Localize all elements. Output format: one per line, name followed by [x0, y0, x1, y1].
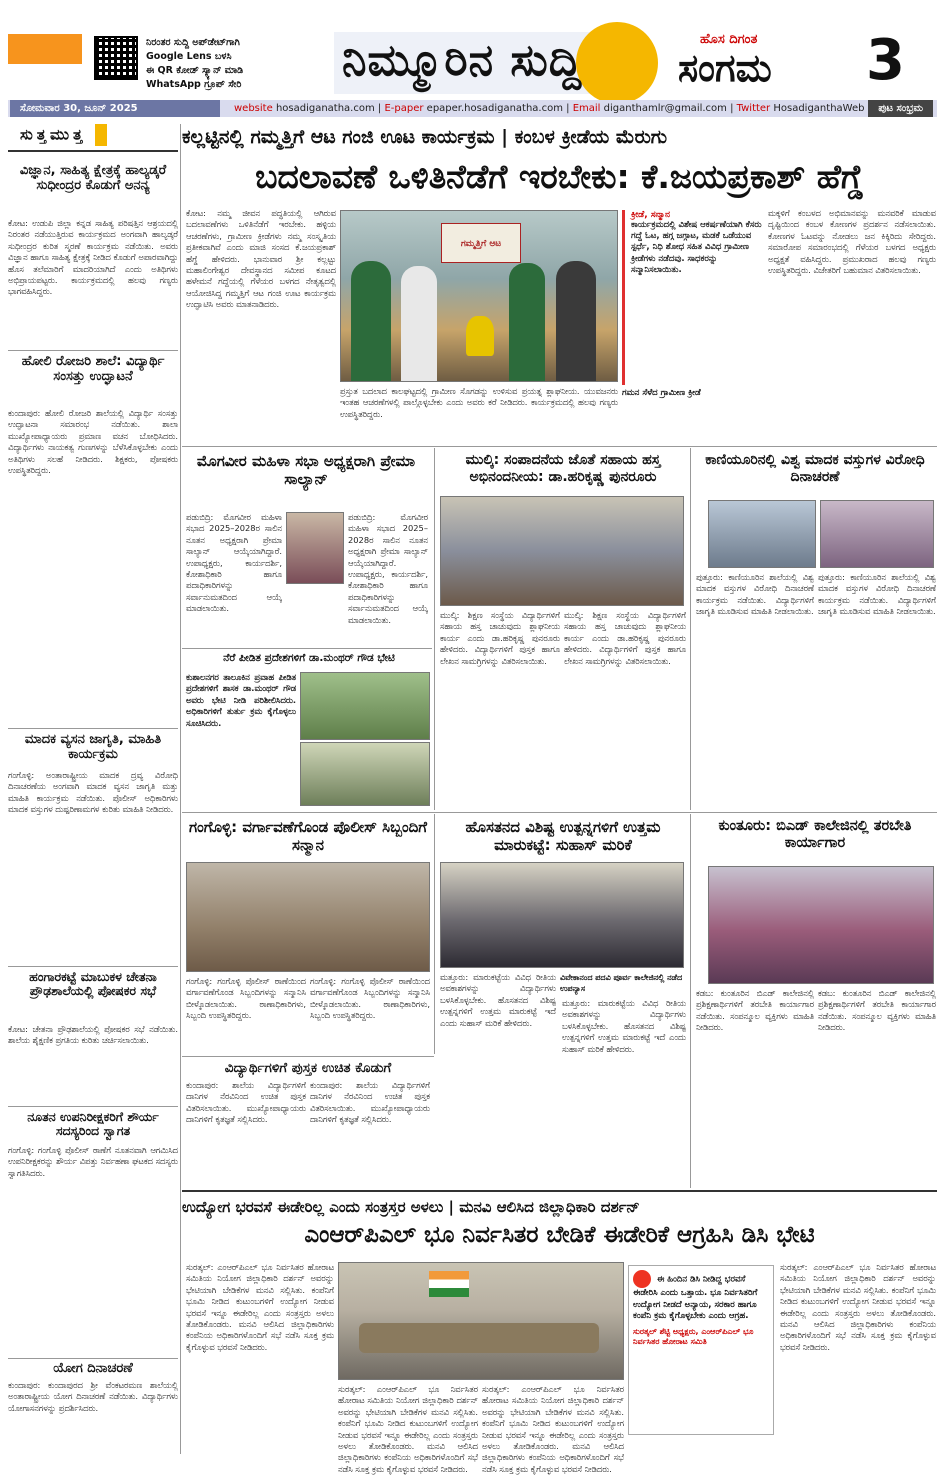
- divider: [182, 812, 937, 813]
- sun-logo-icon: [576, 22, 658, 104]
- qr-instructions: ನಿರಂತರ ಸುದ್ದಿ ಅಪ್‌ಡೇಟ್‌ಗಾಗಿ Google Lens ಬಳಸಿ ಈ QR ಕೋಡ್ ಸ್ಕ್ಯಾನ್ ಮಾಡಿ WhatsApp ಗ್ರೂಪ್ ಸೇರಿ: [146, 37, 244, 90]
- caption-block: ಗಮನ ಸೆಳೆದ ಗ್ರಾಮೀಣ ಕ್ರೀಡೆ: [622, 388, 762, 443]
- info-strip: [8, 100, 937, 117]
- story-body: ಗಂಗೊಳ್ಳಿ: ಅಂತಾರಾಷ್ಟ್ರೀಯ ಮಾದಕ ದ್ರವ್ಯ ವಿರೋಧಿ ದಿನಾಚರಣೆಯ ಅಂಗವಾಗಿ ಮಾದಕ ವ್ಯಸನ ಜಾಗೃತಿ ಮತ್ತು ಮಾಹಿತಿ ಕಾರ್ಯಕ್ರಮ ನಡೆಯಿತು. ಪೊಲೀಸ್ ಅಧಿಕಾರಿಗಳು ಮಾದಕ ವಸ್ತುಗಳ ದುಷ್ಪರಿಣಾಮಗಳ ಕುರಿತು ಮಾಹಿತಿ ನೀಡಿದರು.: [8, 770, 178, 815]
- divider: [182, 1190, 937, 1192]
- lamp-icon: [466, 316, 494, 356]
- sidebar-box: [622, 210, 762, 385]
- website-link[interactable]: hosadiganatha.com: [275, 103, 375, 114]
- divider: [8, 966, 178, 967]
- story-photo[interactable]: [300, 742, 430, 806]
- story-body-continued: ಕಡಬ: ಕುಂತೂರಿನ ಬಿಎಡ್ ಕಾಲೇಜಿನಲ್ಲಿ ಪ್ರಶಿಕ್ಷಣಾರ್ಥಿಗಳಿಗೆ ತರಬೇತಿ ಕಾರ್ಯಾಗಾರ ನಡೆಯಿತು. ಸಂಪನ್ಮೂಲ ವ್ಯಕ್ತಿಗಳು ಮಾಹಿತಿ ನೀಡಿದರು.: [818, 988, 936, 1033]
- bottom-body-right: ಸುರತ್ಕಲ್: ಎಂಆರ್‌ಪಿಎಲ್ ಭೂ ನಿರ್ವಸಿತರ ಹೋರಾಟ ಸಮಿತಿಯ ನಿಯೋಗ ಜಿಲ್ಲಾಧಿಕಾರಿ ದರ್ಶನ್ ಅವರನ್ನು ಭೇಟಿಯಾಗಿ ಬೇಡಿಕೆಗಳ ಮನವಿ ಸಲ್ಲಿಸಿತು. ಕಂಪೆನಿಗೆ ಭೂಮಿ ನೀಡಿದ ಕುಟುಂಬಗಳಿಗೆ ಉದ್ಯೋಗ ನೀಡುವ ಭರವಸೆ ಇನ್ನೂ ಈಡೇರಿಲ್ಲ ಎಂದು ಸಂತ್ರಸ್ತರು ಅಳಲು ತೋಡಿಕೊಂಡರು. ಮನವಿ ಆಲಿಸಿದ ಜಿಲ್ಲಾಧಿಕಾರಿಗಳು ಕಂಪೆನಿಯ ಅಧಿಕಾರಿಗಳೊಂದಿಗೆ ಸಭೆ ನಡೆಸಿ ಸೂಕ್ತ ಕ್ರಮ ಕೈಗೊಳ್ಳುವ ಭರವಸೆ ನೀಡಿದರು.: [780, 1262, 936, 1352]
- email-link[interactable]: diganthamlr@gmail.com: [603, 103, 727, 114]
- contact-links: website hosadiganatha.com | E-paper epaper.hosadiganatha.com | Email diganthamlr@gmail.com | Twitter HosadiganthaWeb: [234, 103, 865, 114]
- story-body-continued: ಮುಲ್ಕಿ: ಶಿಕ್ಷಣ ಸಂಸ್ಥೆಯ ವಿದ್ಯಾರ್ಥಿಗಳಿಗೆ ಸಹಾಯ ಹಸ್ತ ಚಾಚುವುದು ಶ್ಲಾಘನೀಯ ಕಾರ್ಯ ಎಂದು ಡಾ.ಹರಿಕೃಷ್ಣ ಪುನರೂರು ಹೇಳಿದರು. ವಿದ್ಯಾರ್ಥಿಗಳಿಗೆ ಪುಸ್ತಕ ಹಾಗೂ ಲೇಖನ ಸಾಮಗ್ರಿಗಳನ್ನು ವಿತರಿಸಲಾಯಿತು.: [564, 610, 686, 666]
- story-body: ಗಂಗೊಳ್ಳಿ: ಗಂಗೊಳ್ಳಿ ಪೊಲೀಸ್ ಠಾಣೆಗೆ ನೂತನವಾಗಿ ಆಗಮಿಸಿದ ಉಪನಿರೀಕ್ಷಕರನ್ನು ಶೌರ್ಯ ವಿಪತ್ತು ನಿರ್ವಹಣಾ ಘಟಕದ ಸದಸ್ಯರು ಸ್ವಾಗತಿಸಿದರು.: [8, 1145, 178, 1178]
- story-headline[interactable]: ಗಂಗೊಳ್ಳಿ: ವರ್ಗಾವಣೆಗೊಂಡ ಪೊಲೀಸ್ ಸಿಬ್ಬಂದಿಗೆ ಸನ್ಮಾನ: [188, 818, 427, 854]
- story-body-continued: ಗಂಗೊಳ್ಳಿ: ಗಂಗೊಳ್ಳಿ ಪೊಲೀಸ್ ಠಾಣೆಯಿಂದ ವರ್ಗಾವಣೆಗೊಂಡ ಸಿಬ್ಬಂದಿಗಳನ್ನು ಸನ್ಮಾನಿಸಿ ಬೀಳ್ಕೊಡಲಾಯಿತು. ಠಾಣಾಧಿಕಾರಿಗಳು, ಸಿಬ್ಬಂದಿ ಉಪಸ್ಥಿತರಿದ್ದರು.: [310, 976, 430, 1021]
- story-body: ಮುಲ್ಕಿ: ಶಿಕ್ಷಣ ಸಂಸ್ಥೆಯ ವಿದ್ಯಾರ್ಥಿಗಳಿಗೆ ಸಹಾಯ ಹಸ್ತ ಚಾಚುವುದು ಶ್ಲಾಘನೀಯ ಕಾರ್ಯ ಎಂದು ಡಾ.ಹರಿಕೃಷ್ಣ ಪುನರೂರು ಹೇಳಿದರು. ವಿದ್ಯಾರ್ಥಿಗಳಿಗೆ ಪುಸ್ತಕ ಹಾಗೂ ಲೇಖನ ಸಾಮಗ್ರಿಗಳನ್ನು ವಿತರಿಸಲಾಯಿತು.: [440, 610, 560, 666]
- brand-logo-icon: [633, 1270, 651, 1288]
- story-body: ಪಡುಬಿದ್ರಿ: ಮೊಗವೀರ ಮಹಿಳಾ ಸಭಾದ 2025–2028ರ ಸಾಲಿನ ನೂತನ ಅಧ್ಯಕ್ಷರಾಗಿ ಪ್ರೇಮಾ ಸಾಲ್ಯಾನ್ ಆಯ್ಕೆಯಾಗಿದ್ದಾರೆ. ಉಪಾಧ್ಯಕ್ಷರು, ಕಾರ್ಯದರ್ಶಿ, ಕೋಶಾಧಿಕಾರಿ ಹಾಗೂ ಪದಾಧಿಕಾರಿಗಳನ್ನು ಸರ್ವಾನುಮತದಿಂದ ಆಯ್ಕೆ ಮಾಡಲಾಯಿತು.: [186, 512, 282, 614]
- story-headline[interactable]: ಕಾಣಿಯೂರಿನಲ್ಲಿ ವಿಶ್ವ ಮಾದಕ ವಸ್ತುಗಳ ವಿರೋಧಿ ದಿನಾಚರಣೆ: [705, 452, 925, 485]
- story-headline[interactable]: ಕುಂತೂರು: ಬಿಎಡ್ ಕಾಲೇಜಿನಲ್ಲಿ ತರಬೇತಿ ಕಾರ್ಯಾಗಾರ: [718, 818, 912, 852]
- story-body: ಮತ್ತೂರು: ಮಾರುಕಟ್ಟೆಯ ವಿವಿಧ ರೀತಿಯ ಅವಕಾಶಗಳನ್ನು ವಿದ್ಯಾರ್ಥಿಗಳು ಬಳಸಿಕೊಳ್ಳಬೇಕು. ಹೊಸತನದ ವಿಶಿಷ್ಟ ಉತ್ಪನ್ನಗಳಿಗೆ ಉತ್ತಮ ಮಾರುಕಟ್ಟೆ ಇದೆ ಎಂದು ಸುಹಾಸ್ ಮರಿಕೆ ಹೇಳಿದರು.: [440, 972, 556, 1028]
- divider: [8, 728, 178, 729]
- lead-body-continued: ಪ್ರಸ್ತುತ ಬದಲಾದ ಕಾಲಘಟ್ಟದಲ್ಲಿ ಗ್ರಾಮೀಣ ಸೊಗಡನ್ನು ಉಳಿಸುವ ಪ್ರಯತ್ನ ಶ್ಲಾಘನೀಯ. ಯುವಜನರು ಇಂತಹ ಆಚರಣೆಗಳಲ್ಲಿ ಪಾಲ್ಗೊಳ್ಳಬೇಕು ಎಂದು ಅವರು ಕರೆ ನೀಡಿದರು. ಕಾರ್ಯಕ್ರಮದಲ್ಲಿ ಹಲವು ಗಣ್ಯರು ಉಪಸ್ಥಿತರಿದ್ದರು.: [340, 386, 618, 419]
- qr-code-icon[interactable]: [94, 36, 138, 80]
- sidebar-text: ಕಾರ್ಯಕ್ರಮದಲ್ಲಿ ವಿಶೇಷ ಆಕರ್ಷಣೆಯಾಗಿ ಕೆಸರು ಗದ್ದೆ ಓಟ, ಹಗ್ಗ ಜಗ್ಗಾಟ, ಮಡಕೆ ಒಡೆಯುವ ಸ್ಪರ್ಧೆ, ನಿಧಿ ಶೋಧ ಸಹಿತ ವಿವಿಧ ಗ್ರಾಮೀಣ ಕ್ರೀಡೆಗಳು ನಡೆದವು. ಸಾಧಕರನ್ನು ಸನ್ಮಾನಿಸಲಾಯಿತು.: [631, 220, 762, 275]
- story-headline[interactable]: ಯೋಗ ದಿನಾಚರಣೆ: [53, 1361, 133, 1376]
- column-rule: [434, 814, 435, 1054]
- story-body-continued: ಕುಂದಾಪುರ: ಶಾಲೆಯ ವಿದ್ಯಾರ್ಥಿಗಳಿಗೆ ದಾನಿಗಳ ನೆರವಿನಿಂದ ಉಚಿತ ಪುಸ್ತಕ ವಿತರಿಸಲಾಯಿತು. ಮುಖ್ಯೋಪಾಧ್ಯಾಯರು ದಾನಿಗಳಿಗೆ ಕೃತಜ್ಞತೆ ಸಲ್ಲಿಸಿದರು.: [310, 1080, 430, 1125]
- bottom-body: ಸುರತ್ಕಲ್: ಎಂಆರ್‌ಪಿಎಲ್ ಭೂ ನಿರ್ವಸಿತರ ಹೋರಾಟ ಸಮಿತಿಯ ನಿಯೋಗ ಜಿಲ್ಲಾಧಿಕಾರಿ ದರ್ಶನ್ ಅವರನ್ನು ಭೇಟಿಯಾಗಿ ಬೇಡಿಕೆಗಳ ಮನವಿ ಸಲ್ಲಿಸಿತು. ಕಂಪೆನಿಗೆ ಭೂಮಿ ನೀಡಿದ ಕುಟುಂಬಗಳಿಗೆ ಉದ್ಯೋಗ ನೀಡುವ ಭರವಸೆ ಇನ್ನೂ ಈಡೇರಿಲ್ಲ ಎಂದು ಸಂತ್ರಸ್ತರು ಅಳಲು ತೋಡಿಕೊಂಡರು. ಮನವಿ ಆಲಿಸಿದ ಜಿಲ್ಲಾಧಿಕಾರಿಗಳು ಕಂಪೆನಿಯ ಅಧಿಕಾರಿಗಳೊಂದಿಗೆ ಸಭೆ ನಡೆಸಿ ಸೂಕ್ತ ಕ್ರಮ ಕೈಗೊಳ್ಳುವ ಭರವಸೆ ನೀಡಿದರು.: [186, 1262, 334, 1352]
- story-headline[interactable]: ಮಾದಕ ವ್ಯಸನ ಜಾಗೃತಿ, ಮಾಹಿತಿ ಕಾರ್ಯಕ್ರಮ: [24, 732, 162, 762]
- bottom-headline[interactable]: ಎಂಆರ್‌ಪಿಎಲ್ ಭೂ ನಿರ್ವಸಿತರ ಬೇಡಿಕೆ ಈಡೇರಿಕೆ ಆಗ್ರಹಿಸಿ ಡಿಸಿ ಭೇಟಿ: [304, 1222, 815, 1248]
- epaper-link[interactable]: epaper.hosadiganatha.com: [426, 103, 563, 114]
- divider: [8, 1106, 178, 1107]
- story-body-continued: ಮತ್ತೂರು: ಮಾರುಕಟ್ಟೆಯ ವಿವಿಧ ರೀತಿಯ ಅವಕಾಶಗಳನ್ನು ವಿದ್ಯಾರ್ಥಿಗಳು ಬಳಸಿಕೊಳ್ಳಬೇಕು. ಹೊಸತನದ ವಿಶಿಷ್ಟ ಉತ್ಪನ್ನಗಳಿಗೆ ಉತ್ತಮ ಮಾರುಕಟ್ಟೆ ಇದೆ ಎಂದು ಸುಹಾಸ್ ಮರಿಕೆ ಹೇಳಿದರು.: [562, 998, 686, 1054]
- feature-label: ಪುಟ ಸಂಭ್ರಮ: [868, 100, 933, 117]
- highlight-box: [628, 1265, 774, 1435]
- column-icon: [95, 124, 107, 146]
- page-title: ನಿಮ್ಮೂರಿನ ಸುದ್ದಿ: [342, 35, 583, 86]
- lead-body: ಕೋಟ: ನಮ್ಮ ಜೀವನ ಪದ್ಧತಿಯಲ್ಲಿ ಆಗಿರುವ ಬದಲಾವಣೆಗಳು ಒಳಿತಿನೆಡೆಗೆ ಇರಬೇಕು. ಹಳ್ಳಿಯ ಆಚರಣೆಗಳು, ಗ್ರಾಮೀಣ ಕ್ರೀಡೆಗಳು ನಮ್ಮ ಸಂಸ್ಕೃತಿಯ ಪ್ರತೀಕವಾಗಿವೆ ಎಂದು ಮಾಜಿ ಸಂಸದ ಕೆ.ಜಯಪ್ರಕಾಶ್ ಹೆಗ್ಡೆ ಹೇಳಿದರು. ಭಾನುವಾರ ಶ್ರೀ ಕಲ್ಲಟ್ಟು ಮಹಾಲಿಂಗೇಶ್ವರ ದೇವಸ್ಥಾನದ ಸಮೀಪ ಕೂಟದ ಹಳೇಮನೆ ಗದ್ದೆಯಲ್ಲಿ ಗೆಳೆಯರ ಬಳಗದ ನೇತೃತ್ವದಲ್ಲಿ ಆಯೋಜಿಸಿದ್ದ ಗಮ್ಮತ್ತಿಗೆ ಆಟ ಗಂಜಿ ಊಟ ಕಾರ್ಯಕ್ರಮ ಉದ್ಘಾಟಿಸಿ ಅವರು ಮಾತನಾಡಿದರು.: [186, 208, 336, 310]
- story-headline[interactable]: ಮೊಗವೀರ ಮಹಿಳಾ ಸಭಾ ಅಧ್ಯಕ್ಷರಾಗಿ ಪ್ರೇಮಾ ಸಾಲ್ಯಾನ್: [196, 452, 416, 488]
- highlight-text: ಈ ಹಿಂದಿನ ಡಿಸಿ ನೀಡಿದ್ದ ಭರವಸೆ ಈಡೇರಿಸಿ ಎಂದು ಒತ್ತಾಯ. ಭೂ ನಿರ್ವಸಿತರಿಗೆ ಉದ್ಯೋಗ ನೀಡದೆ ಅನ್ಯಾಯ, ಸರಕಾರ ಹಾಗೂ ಕಂಪೆನಿ ಕ್ರಮ ಕೈಗೊಳ್ಳಬೇಕು ಎಂದು ಆಗ್ರಹ.: [633, 1274, 758, 1321]
- divider: [182, 1056, 434, 1057]
- column-title: ಸುತ್ತಮುತ್ತ: [8, 124, 178, 152]
- highlight-credit: ಸುರತ್ಕಲ್ ಶೆಟ್ಟಿ ಅಧ್ಯಕ್ಷರು, ಎಂಆರ್‌ಪಿಎಲ್ ಭೂ ನಿರ್ವಸಿತರ ಹೋರಾಟ ಸಮಿತಿ: [633, 1326, 754, 1346]
- story-photo[interactable]: [708, 500, 816, 568]
- divider: [8, 1358, 178, 1359]
- story-body: ಕುಶಾಲನಗರ ತಾಲೂಕಿನ ಪ್ರವಾಹ ಪೀಡಿತ ಪ್ರದೇಶಗಳಿಗೆ ಶಾಸಕ ಡಾ.ಮಂಥರ್ ಗೌಡ ಅವರು ಭೇಟಿ ನೀಡಿ ಪರಿಶೀಲಿಸಿದರು. ಅಧಿಕಾರಿಗಳಿಗೆ ತುರ್ತು ಕ್ರಮ ಕೈಗೊಳ್ಳಲು ಸೂಚಿಸಿದರು.: [186, 672, 296, 728]
- lead-headline[interactable]: ಬದಲಾವಣೆ ಒಳಿತಿನೆಡೆಗೆ ಇರಬೇಕು: ಕೆ.ಜಯಪ್ರಕಾಶ್ ಹೆಗ್ಡೆ: [255, 157, 864, 196]
- divider: [182, 446, 937, 447]
- divider: [182, 648, 432, 649]
- story-body: ಗಂಗೊಳ್ಳಿ: ಗಂಗೊಳ್ಳಿ ಪೊಲೀಸ್ ಠಾಣೆಯಿಂದ ವರ್ಗಾವಣೆಗೊಂಡ ಸಿಬ್ಬಂದಿಗಳನ್ನು ಸನ್ಮಾನಿಸಿ ಬೀಳ್ಕೊಡಲಾಯಿತು. ಠಾಣಾಧಿಕಾರಿಗಳು, ಸಿಬ್ಬಂದಿ ಉಪಸ್ಥಿತರಿದ್ದರು.: [186, 976, 306, 1021]
- story-body: ಪುತ್ತೂರು: ಕಾಣಿಯೂರಿನ ಶಾಲೆಯಲ್ಲಿ ವಿಶ್ವ ಮಾದಕ ವಸ್ತುಗಳ ವಿರೋಧಿ ದಿನಾಚರಣೆ ಕಾರ್ಯಕ್ರಮ ನಡೆಯಿತು. ವಿದ್ಯಾರ್ಥಿಗಳಿಗೆ ಜಾಗೃತಿ ಮೂಡಿಸುವ ಮಾಹಿತಿ ನೀಡಲಾಯಿತು.: [696, 572, 814, 617]
- lead-photo[interactable]: [340, 210, 618, 382]
- story-photo[interactable]: [300, 672, 430, 740]
- photo-caption: ವಿವೇಕಾನಂದ ಪದವಿ ಪೂರ್ವ ಕಾಲೇಜಿನಲ್ಲಿ ನಡೆದ ಉಪನ್ಯಾಸ: [560, 973, 683, 993]
- sidebar-tag: ಕ್ರೀಡೆ, ಸನ್ಮಾನ: [631, 210, 671, 220]
- bottom-body-continued: ಸುರತ್ಕಲ್: ಎಂಆರ್‌ಪಿಎಲ್ ಭೂ ನಿರ್ವಸಿತರ ಹೋರಾಟ ಸಮಿತಿಯ ನಿಯೋಗ ಜಿಲ್ಲಾಧಿಕಾರಿ ದರ್ಶನ್ ಅವರನ್ನು ಭೇಟಿಯಾಗಿ ಬೇಡಿಕೆಗಳ ಮನವಿ ಸಲ್ಲಿಸಿತು. ಕಂಪೆನಿಗೆ ಭೂಮಿ ನೀಡಿದ ಕುಟುಂಬಗಳಿಗೆ ಉದ್ಯೋಗ ನೀಡುವ ಭರವಸೆ ಇನ್ನೂ ಈಡೇರಿಲ್ಲ ಎಂದು ಸಂತ್ರಸ್ತರು ಅಳಲು ತೋಡಿಕೊಂಡರು. ಮನವಿ ಆಲಿಸಿದ ಜಿಲ್ಲಾಧಿಕಾರಿಗಳು ಕಂಪೆನಿಯ ಅಧಿಕಾರಿಗಳೊಂದಿಗೆ ಸಭೆ ನಡೆಸಿ ಸೂಕ್ತ ಕ್ರಮ ಕೈಗೊಳ್ಳುವ ಭರವಸೆ ನೀಡಿದರು.: [338, 1384, 478, 1474]
- story-headline[interactable]: ವಿದ್ಯಾರ್ಥಿಗಳಿಗೆ ಪುಸ್ತಕ ಉಚಿತ ಕೊಡುಗೆ: [224, 1060, 392, 1076]
- newspaper-title-box: [334, 32, 638, 94]
- story-headline[interactable]: ವಿಜ್ಞಾನ, ಸಾಹಿತ್ಯ ಕ್ಷೇತ್ರಕ್ಕೆ ಹಾಲ್ಯಡ್ಕರೆ ಸುಧೀಂದ್ರರ ಕೊಡುಗೆ ಅನನ್ಯ: [19, 163, 167, 193]
- story-headline[interactable]: ಹೊಸತನದ ವಿಶಿಷ್ಟ ಉತ್ಪನ್ನಗಳಿಗೆ ಉತ್ತಮ ಮಾರುಕಟ್ಟೆ: ಸುಹಾಸ್ ಮರಿಕೆ: [465, 818, 661, 854]
- bottom-kicker: ಉದ್ಯೋಗ ಭರವಸೆ ಈಡೇರಿಲ್ಲ ಎಂದು ಸಂತ್ರಸ್ತರ ಅಳಲು | ಮನವಿ ಆಲಿಸಿದ ಜಿಲ್ಲಾಧಿಕಾರಿ ದರ್ಶನ್: [182, 1198, 640, 1216]
- masthead: [0, 0, 945, 100]
- story-headline[interactable]: ಹಂಗಾರಕಟ್ಟೆ ಮಾಬುಕಳ ಚೇತನಾ ಪ್ರೌಢಶಾಲೆಯಲ್ಲಿ ಪೋಷಕರ ಸಭೆ: [29, 969, 157, 999]
- portrait-photo[interactable]: [286, 512, 344, 584]
- person: [401, 266, 437, 381]
- story-body: ಕೋಟ: ಚೇತನಾ ಪ್ರೌಢಶಾಲೆಯಲ್ಲಿ ಪೋಷಕರ ಸಭೆ ನಡೆಯಿತು. ಶಾಲೆಯ ಶೈಕ್ಷಣಿಕ ಪ್ರಗತಿಯ ಕುರಿತು ಚರ್ಚಿಸಲಾಯಿತು.: [8, 1024, 178, 1046]
- story-body: ಕುಂದಾಪುರ: ಹೋಲಿ ರೋಜರಿ ಶಾಲೆಯಲ್ಲಿ ವಿದ್ಯಾರ್ಥಿ ಸಂಸತ್ತು ಉದ್ಘಾಟನಾ ಸಮಾರಂಭ ನಡೆಯಿತು. ಶಾಲಾ ಮುಖ್ಯೋಪಾಧ್ಯಾಯರು ಪ್ರಮಾಣ ವಚನ ಬೋಧಿಸಿದರು. ವಿದ್ಯಾರ್ಥಿಗಳು ನಾಯಕತ್ವ ಗುಣಗಳನ್ನು ಬೆಳೆಸಿಕೊಳ್ಳಬೇಕು ಎಂದು ಅತಿಥಿಗಳು ಸಲಹೆ ನೀಡಿದರು. ಶಿಕ್ಷಕರು, ಪೋಷಕರು ಉಪಸ್ಥಿತರಿದ್ದರು.: [8, 408, 178, 476]
- person: [351, 261, 391, 381]
- person: [509, 263, 545, 381]
- story-body: ಕುಂದಾಪುರ: ಕುಂದಾಪುರದ ಶ್ರೀ ವೆಂಕಟರಮಣ ಶಾಲೆಯಲ್ಲಿ ಅಂತಾರಾಷ್ಟ್ರೀಯ ಯೋಗ ದಿನಾಚರಣೆ ನಡೆಯಿತು. ವಿದ್ಯಾರ್ಥಿಗಳು ಯೋಗಾಸನಗಳನ್ನು ಪ್ರದರ್ಶಿಸಿದರು.: [8, 1380, 178, 1413]
- lead-body-right: ಮಕ್ಕಳಿಗೆ ಕಂಬಳದ ಅಭಿಮಾನವನ್ನು ಮನವರಿಕೆ ಮಾಡುವ ದೃಷ್ಟಿಯಿಂದ ಕಂಬಳ ಕೋಣಗಳ ಪ್ರದರ್ಶನ ನಡೆಸಲಾಯಿತು. ಕೋಣಗಳ ಓಟವನ್ನು ನೋಡಲು ಜನ ಕಿಕ್ಕಿರಿದು ಸೇರಿದ್ದರು. ಸಮಾರೋಪ ಸಮಾರಂಭದಲ್ಲಿ ಗೆಳೆಯರ ಬಳಗದ ಅಧ್ಯಕ್ಷರು ಅಧ್ಯಕ್ಷತೆ ವಹಿಸಿದ್ದರು. ಪ್ರಮುಖರಾದ ಹಲವು ಗಣ್ಯರು ಉಪಸ್ಥಿತರಿದ್ದರು. ವಿಜೇತರಿಗೆ ಬಹುಮಾನ ವಿತರಿಸಲಾಯಿತು.: [768, 208, 936, 276]
- story-body-continued: ಪಡುಬಿದ್ರಿ: ಮೊಗವೀರ ಮಹಿಳಾ ಸಭಾದ 2025–2028ರ ಸಾಲಿನ ನೂತನ ಅಧ್ಯಕ್ಷರಾಗಿ ಪ್ರೇಮಾ ಸಾಲ್ಯಾನ್ ಆಯ್ಕೆಯಾಗಿದ್ದಾರೆ. ಉಪಾಧ್ಯಕ್ಷರು, ಕಾರ್ಯದರ್ಶಿ, ಕೋಶಾಧಿಕಾರಿ ಹಾಗೂ ಪದಾಧಿಕಾರಿಗಳನ್ನು ಸರ್ವಾನುಮತದಿಂದ ಆಯ್ಕೆ ಮಾಡಲಾಯಿತು.: [348, 512, 428, 625]
- story-photo[interactable]: [440, 496, 684, 606]
- column-rule: [690, 448, 691, 810]
- story-body: ಕಡಬ: ಕುಂತೂರಿನ ಬಿಎಡ್ ಕಾಲೇಜಿನಲ್ಲಿ ಪ್ರಶಿಕ್ಷಣಾರ್ಥಿಗಳಿಗೆ ತರಬೇತಿ ಕಾರ್ಯಾಗಾರ ನಡೆಯಿತು. ಸಂಪನ್ಮೂಲ ವ್ಯಕ್ತಿಗಳು ಮಾಹಿತಿ ನೀಡಿದರು.: [696, 988, 814, 1033]
- issue-date: ಸೋಮವಾರ 30, ಜೂನ್ 2025: [10, 100, 220, 117]
- story-photo[interactable]: [820, 500, 934, 568]
- story-headline[interactable]: ನೆರೆ ಪೀಡಿತ ಪ್ರದೇಶಗಳಿಗೆ ಡಾ.ಮಂಥರ್ ಗೌಡ ಭೇಟಿ: [223, 652, 395, 664]
- meeting-table: [359, 1323, 599, 1353]
- story-photo[interactable]: [186, 862, 430, 972]
- flag-icon: [429, 1271, 469, 1297]
- lead-kicker: ಕಲ್ಲಟ್ಟಿನಲ್ಲಿ ಗಮ್ಮತ್ತಿಗೆ ಆಟ ಗಂಜಿ ಊಟ ಕಾರ್ಯಕ್ರಮ | ಕಂಬಳ ಕ್ರೀಡೆಯ ಮೆರುಗು: [182, 126, 668, 148]
- person: [556, 261, 596, 381]
- story-headline[interactable]: ನೂತನ ಉಪನಿರೀಕ್ಷಕರಿಗೆ ಶೌರ್ಯ ಸದಸ್ಯರಿಂದ ಸ್ವಾಗತ: [27, 1109, 159, 1139]
- story-headline[interactable]: ಮುಲ್ಕಿ: ಸಂಪಾದನೆಯ ಜೊತೆ ಸಹಾಯ ಹಸ್ತ ಅಭಿನಂದನೀಯ: ಡಾ.ಹರಿಕೃಷ್ಣ ಪುನರೂರು: [465, 452, 661, 485]
- brand-bar: [8, 34, 82, 64]
- bottom-photo[interactable]: [338, 1262, 624, 1380]
- twitter-link[interactable]: HosadiganthaWeb: [773, 103, 865, 114]
- brand-name: ಹೊಸ ದಿಗಂತ: [700, 32, 758, 47]
- column-rule: [690, 814, 691, 1188]
- story-headline[interactable]: ಹೋಲಿ ರೋಜರಿ ಶಾಲೆ: ವಿದ್ಯಾರ್ಥಿ ಸಂಸತ್ತು ಉದ್ಘಾಟನೆ: [21, 354, 165, 384]
- section-title: ಸಂಗಮ: [678, 46, 772, 90]
- column-rule: [180, 124, 181, 1454]
- column-rule: [434, 448, 435, 810]
- page-number: 3: [866, 28, 905, 93]
- story-photo[interactable]: [708, 866, 934, 984]
- banner-sign: ಗಮ್ಮತ್ತಿಗೆ ಆಟ: [441, 223, 521, 263]
- story-body-continued: ಪುತ್ತೂರು: ಕಾಣಿಯೂರಿನ ಶಾಲೆಯಲ್ಲಿ ವಿಶ್ವ ಮಾದಕ ವಸ್ತುಗಳ ವಿರೋಧಿ ದಿನಾಚರಣೆ ಕಾರ್ಯಕ್ರಮ ನಡೆಯಿತು. ವಿದ್ಯಾರ್ಥಿಗಳಿಗೆ ಜಾಗೃತಿ ಮೂಡಿಸುವ ಮಾಹಿತಿ ನೀಡಲಾಯಿತು.: [818, 572, 936, 617]
- story-photo[interactable]: [440, 862, 684, 968]
- divider: [8, 350, 178, 351]
- bottom-body-continued: ಸುರತ್ಕಲ್: ಎಂಆರ್‌ಪಿಎಲ್ ಭೂ ನಿರ್ವಸಿತರ ಹೋರಾಟ ಸಮಿತಿಯ ನಿಯೋಗ ಜಿಲ್ಲಾಧಿಕಾರಿ ದರ್ಶನ್ ಅವರನ್ನು ಭೇಟಿಯಾಗಿ ಬೇಡಿಕೆಗಳ ಮನವಿ ಸಲ್ಲಿಸಿತು. ಕಂಪೆನಿಗೆ ಭೂಮಿ ನೀಡಿದ ಕುಟುಂಬಗಳಿಗೆ ಉದ್ಯೋಗ ನೀಡುವ ಭರವಸೆ ಇನ್ನೂ ಈಡೇರಿಲ್ಲ ಎಂದು ಸಂತ್ರಸ್ತರು ಅಳಲು ತೋಡಿಕೊಂಡರು. ಮನವಿ ಆಲಿಸಿದ ಜಿಲ್ಲಾಧಿಕಾರಿಗಳು ಕಂಪೆನಿಯ ಅಧಿಕಾರಿಗಳೊಂದಿಗೆ ಸಭೆ ನಡೆಸಿ ಸೂಕ್ತ ಕ್ರಮ ಕೈಗೊಳ್ಳುವ ಭರವಸೆ ನೀಡಿದರು.: [482, 1384, 624, 1474]
- story-body: ಕೋಟ: ಉಡುಪಿ ಜಿಲ್ಲಾ ಕನ್ನಡ ಸಾಹಿತ್ಯ ಪರಿಷತ್ತಿನ ಆಶ್ರಯದಲ್ಲಿ ನಿರಂತರ ನಡೆಯುತ್ತಿರುವ ಕಾರ್ಯಕ್ರಮದ ಅಂಗವಾಗಿ ಹಾಲ್ಯಡ್ಕರೆ ಸುಧೀಂದ್ರರ ಕುರಿತ ಸ್ಮರಣೆ ಕಾರ್ಯಕ್ರಮ ನಡೆಯಿತು. ಅವರು ವಿಜ್ಞಾನ ಹಾಗೂ ಸಾಹಿತ್ಯ ಕ್ಷೇತ್ರಕ್ಕೆ ನೀಡಿದ ಕೊಡುಗೆ ಅಪಾರವಾಗಿದ್ದು ಹೊಸ ತಲೆಮಾರಿಗೆ ಮಾದರಿಯಾಗಿದೆ ಎಂದು ಅತಿಥಿಗಳು ಅಭಿಪ್ರಾಯಪಟ್ಟರು. ಕಾರ್ಯಕ್ರಮದಲ್ಲಿ ಹಲವು ಗಣ್ಯರು ಭಾಗವಹಿಸಿದ್ದರು.: [8, 218, 178, 297]
- story-body: ಕುಂದಾಪುರ: ಶಾಲೆಯ ವಿದ್ಯಾರ್ಥಿಗಳಿಗೆ ದಾನಿಗಳ ನೆರವಿನಿಂದ ಉಚಿತ ಪುಸ್ತಕ ವಿತರಿಸಲಾಯಿತು. ಮುಖ್ಯೋಪಾಧ್ಯಾಯರು ದಾನಿಗಳಿಗೆ ಕೃತಜ್ಞತೆ ಸಲ್ಲಿಸಿದರು.: [186, 1080, 306, 1125]
